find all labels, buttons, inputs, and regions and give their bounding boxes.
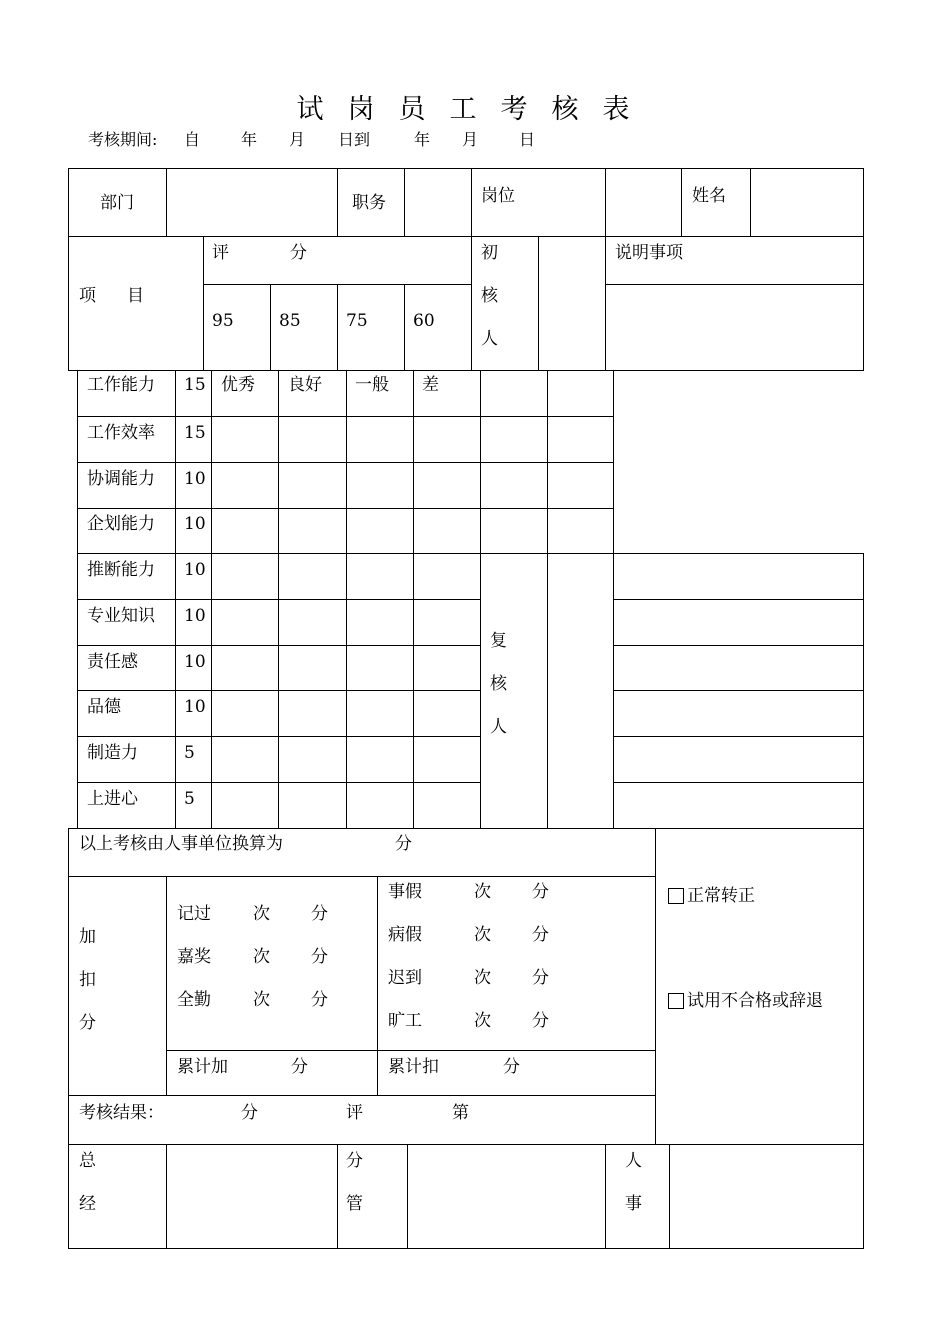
supervisor-label-1: 分: [346, 1151, 363, 1171]
bonus-right-pts: 分: [532, 1011, 549, 1031]
gm-label-1: 总: [79, 1151, 96, 1171]
period-day2: 日: [519, 130, 536, 149]
bonus-right-pts: 分: [532, 925, 549, 945]
level-95: 95: [212, 311, 234, 331]
grade-average: 一般: [355, 375, 389, 395]
item-weight: 5: [184, 743, 195, 763]
first-reviewer-3: 人: [481, 329, 498, 349]
deduct-total-unit: 分: [503, 1057, 520, 1077]
deduct-total-label: 累计扣: [388, 1057, 439, 1077]
item-name: 工作能力: [87, 375, 155, 395]
conversion-text: 以上考核由人事单位换算为: [79, 834, 283, 854]
item-name: 上进心: [87, 789, 138, 809]
add-total-unit: 分: [291, 1057, 308, 1077]
grade-good: 良好: [288, 375, 322, 395]
grade-poor: 差: [422, 375, 439, 395]
first-reviewer-1: 初: [481, 243, 498, 263]
period-month1: 月: [289, 130, 306, 149]
bonus-left-pts: 分: [311, 990, 328, 1010]
level-85: 85: [279, 311, 301, 331]
first-reviewer-2: 核: [481, 286, 498, 306]
bonus-left-name: 记过: [177, 904, 211, 924]
period-from: 自: [184, 130, 201, 149]
item-weight: 10: [184, 514, 206, 534]
bonus-left-name: 嘉奖: [177, 947, 211, 967]
item-name: 企划能力: [87, 514, 155, 534]
conversion-unit: 分: [395, 834, 412, 854]
bonus-left-pts: 分: [311, 947, 328, 967]
result-label: 考核结果：: [79, 1103, 164, 1123]
gm-label-2: 经: [79, 1194, 96, 1214]
bonus-left-times: 次: [253, 990, 270, 1010]
result-score-unit: 分: [241, 1103, 258, 1123]
bonus-right-name: 事假: [388, 882, 422, 902]
bonus-left-times: 次: [253, 947, 270, 967]
normal-checkbox[interactable]: [668, 888, 684, 904]
period-day1: 日到: [338, 130, 371, 149]
item-weight: 10: [184, 606, 206, 626]
item-label-1: 项: [79, 286, 96, 306]
item-weight: 10: [184, 560, 206, 580]
fail-checkbox[interactable]: [668, 993, 684, 1009]
grade-excellent: 优秀: [221, 375, 255, 395]
second-reviewer-3: 人: [490, 717, 507, 737]
dept-label: 部门: [100, 193, 134, 213]
bonus-right-name: 迟到: [388, 968, 422, 988]
bonus-left-times: 次: [253, 904, 270, 924]
add-total-label: 累计加: [177, 1057, 228, 1077]
item-weight: 15: [184, 423, 206, 443]
second-reviewer-1: 复: [490, 631, 507, 651]
item-weight: 15: [184, 375, 206, 395]
item-name: 专业知识: [87, 606, 155, 626]
post-label: 岗位: [481, 186, 515, 206]
item-weight: 10: [184, 469, 206, 489]
notes-label: 说明事项: [615, 243, 683, 263]
bonus-left-pts: 分: [311, 904, 328, 924]
bonus-label-2: 扣: [79, 970, 96, 990]
second-reviewer-2: 核: [490, 674, 507, 694]
bonus-label-1: 加: [79, 927, 96, 947]
result-rank: 第: [452, 1103, 469, 1123]
level-60: 60: [413, 311, 435, 331]
result-grade: 评: [346, 1103, 363, 1123]
name-label: 姓名: [692, 186, 726, 206]
item-name: 协调能力: [87, 469, 155, 489]
item-weight: 10: [184, 652, 206, 672]
fail-label: 试用不合格或辞退: [687, 991, 823, 1011]
score-label-1: 评: [212, 243, 229, 263]
score-label-2: 分: [290, 243, 307, 263]
period-year2: 年: [414, 130, 431, 149]
item-label-2: 目: [127, 286, 144, 306]
item-name: 责任感: [87, 652, 138, 672]
item-name: 制造力: [87, 743, 138, 763]
item-name: 推断能力: [87, 560, 155, 580]
period-label: 考核期间:: [88, 130, 158, 149]
item-weight: 10: [184, 697, 206, 717]
hr-label-1: 人: [625, 1151, 642, 1171]
position-label: 职务: [352, 193, 386, 213]
level-75: 75: [346, 311, 368, 331]
bonus-right-times: 次: [474, 925, 491, 945]
hr-label-2: 事: [625, 1194, 642, 1214]
period-year1: 年: [241, 130, 258, 149]
item-name: 工作效率: [87, 423, 155, 443]
supervisor-label-2: 管: [346, 1194, 363, 1214]
bonus-right-pts: 分: [532, 968, 549, 988]
bonus-right-times: 次: [474, 1011, 491, 1031]
item-weight: 5: [184, 789, 195, 809]
bonus-right-times: 次: [474, 968, 491, 988]
bonus-right-times: 次: [474, 882, 491, 902]
page-title: 试岗员工考核表: [296, 94, 654, 125]
bonus-label-3: 分: [79, 1013, 96, 1033]
normal-label: 正常转正: [687, 886, 755, 906]
bonus-right-name: 旷工: [388, 1011, 422, 1031]
bonus-right-name: 病假: [388, 925, 422, 945]
bonus-left-name: 全勤: [177, 990, 211, 1010]
item-name: 品德: [87, 697, 121, 717]
period-month2: 月: [462, 130, 479, 149]
bonus-right-pts: 分: [532, 882, 549, 902]
